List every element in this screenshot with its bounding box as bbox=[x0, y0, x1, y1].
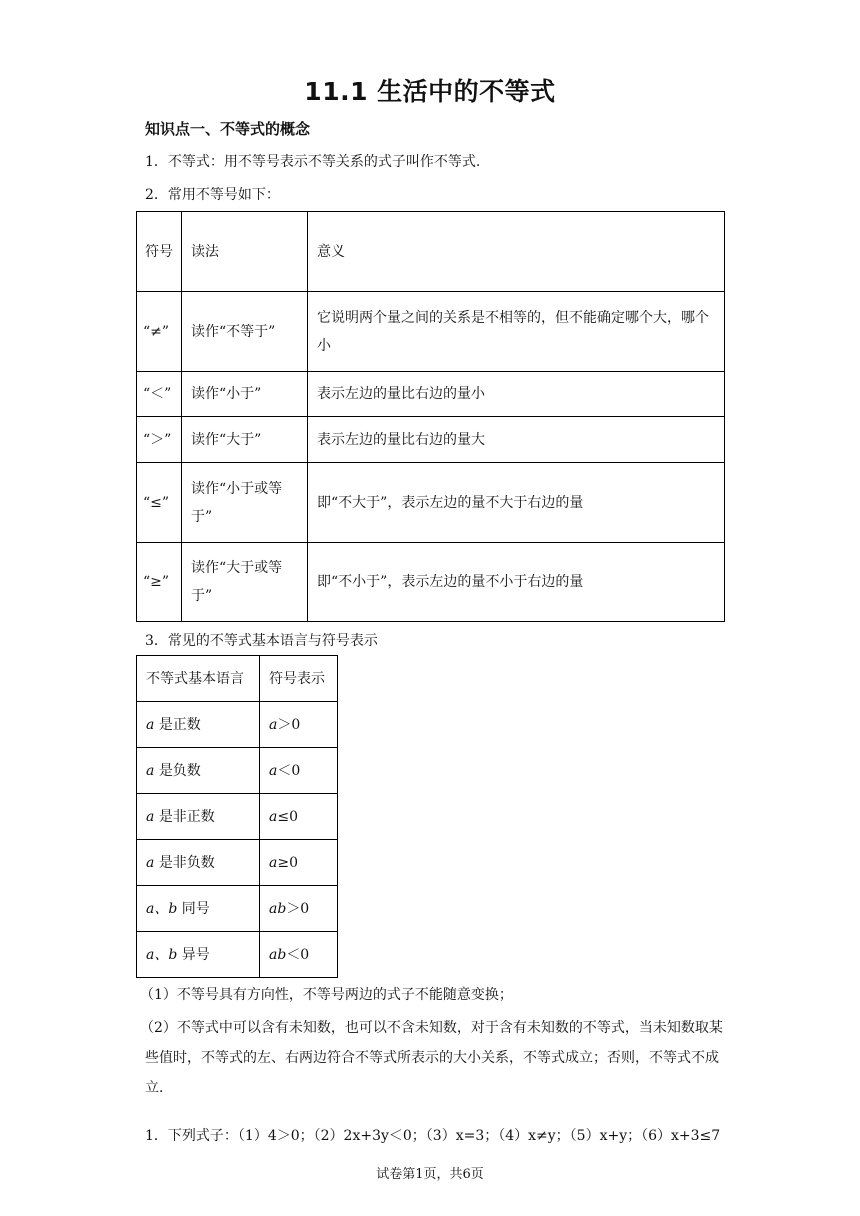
reading-cell: 读作“大于或等于” bbox=[182, 543, 308, 622]
exercise-1: 1．下列式子：（1）4＞0；（2）2x+3y＜0；（3）x=3；（4）x≠y；（5）x+y；（6）x+3≤7 bbox=[145, 1128, 721, 1144]
symbol-cell: “≠” bbox=[137, 292, 182, 372]
common-symbols-line: 2．常用不等号如下： bbox=[145, 187, 280, 203]
symbol-cell: “≥” bbox=[137, 543, 182, 622]
table-row bbox=[137, 840, 338, 886]
header-language: 不等式基本语言 bbox=[137, 656, 260, 702]
table-row bbox=[137, 417, 725, 463]
symbol-cell: “≤” bbox=[137, 463, 182, 543]
header-reading: 读法 bbox=[182, 212, 308, 292]
definition-line: 1．不等式：用不等号表示不等关系的式子叫作不等式. bbox=[145, 154, 481, 170]
language-cell: a、b 同号 bbox=[137, 886, 260, 932]
meaning-cell: 它说明两个量之间的关系是不相等的，但不能确定哪个大，哪个小 bbox=[308, 292, 725, 372]
symbol-cell: ab＞0 bbox=[260, 886, 338, 932]
meaning-cell: 即“不小于”，表示左边的量不小于右边的量 bbox=[308, 543, 725, 622]
table-header-row bbox=[137, 656, 338, 702]
header-meaning: 意义 bbox=[308, 212, 725, 292]
header-symbol: 符号 bbox=[137, 212, 182, 292]
reading-cell: 读作“大于” bbox=[182, 417, 308, 463]
language-cell: a、b 异号 bbox=[137, 932, 260, 978]
language-cell: a 是正数 bbox=[137, 702, 260, 748]
table-row bbox=[137, 463, 725, 543]
page-footer: 试卷第1页，共6页 bbox=[376, 1167, 484, 1182]
note-1: （1）不等号具有方向性，不等号两边的式子不能随意变换； bbox=[140, 987, 513, 1003]
table-row bbox=[137, 372, 725, 417]
table-row bbox=[137, 932, 338, 978]
header-symbol-representation: 符号表示 bbox=[260, 656, 338, 702]
meaning-cell: 即“不大于”，表示左边的量不大于右边的量 bbox=[308, 463, 725, 543]
symbol-cell: ab＜0 bbox=[260, 932, 338, 978]
language-cell: a 是负数 bbox=[137, 748, 260, 794]
reading-cell: 读作“小于” bbox=[182, 372, 308, 417]
symbol-cell: a≥0 bbox=[260, 840, 338, 886]
symbol-cell: a≤0 bbox=[260, 794, 338, 840]
symbol-cell: “＞” bbox=[137, 417, 182, 463]
section-heading: 知识点一、不等式的概念 bbox=[145, 120, 311, 138]
table-row bbox=[137, 794, 338, 840]
table-row bbox=[137, 292, 725, 372]
language-cell: a 是非正数 bbox=[137, 794, 260, 840]
symbol-cell: “＜” bbox=[137, 372, 182, 417]
page-title: 11.1 生活中的不等式 bbox=[304, 77, 556, 106]
inequality-symbols-table bbox=[136, 211, 725, 622]
note-2: （2）不等式中可以含有未知数，也可以不含未知数，对于含有未知数的不等式，当未知数取某些值时，不等式的左、右两边符合不等式所表示的大小关系，不等式成立；否则，不等式不成立. bbox=[140, 1020, 723, 1096]
table-row bbox=[137, 886, 338, 932]
meaning-cell: 表示左边的量比右边的量小 bbox=[308, 372, 725, 417]
table-header-row bbox=[137, 212, 725, 292]
reading-cell: 读作“不等于” bbox=[182, 292, 308, 372]
meaning-cell: 表示左边的量比右边的量大 bbox=[308, 417, 725, 463]
table-row bbox=[137, 543, 725, 622]
reading-cell: 读作“小于或等于” bbox=[182, 463, 308, 543]
language-symbol-table bbox=[136, 655, 338, 978]
table-row bbox=[137, 748, 338, 794]
common-language-line: 3．常见的不等式基本语言与符号表示 bbox=[145, 633, 378, 649]
table-row bbox=[137, 702, 338, 748]
symbol-cell: a＜0 bbox=[260, 748, 338, 794]
symbol-cell: a＞0 bbox=[260, 702, 338, 748]
language-cell: a 是非负数 bbox=[137, 840, 260, 886]
